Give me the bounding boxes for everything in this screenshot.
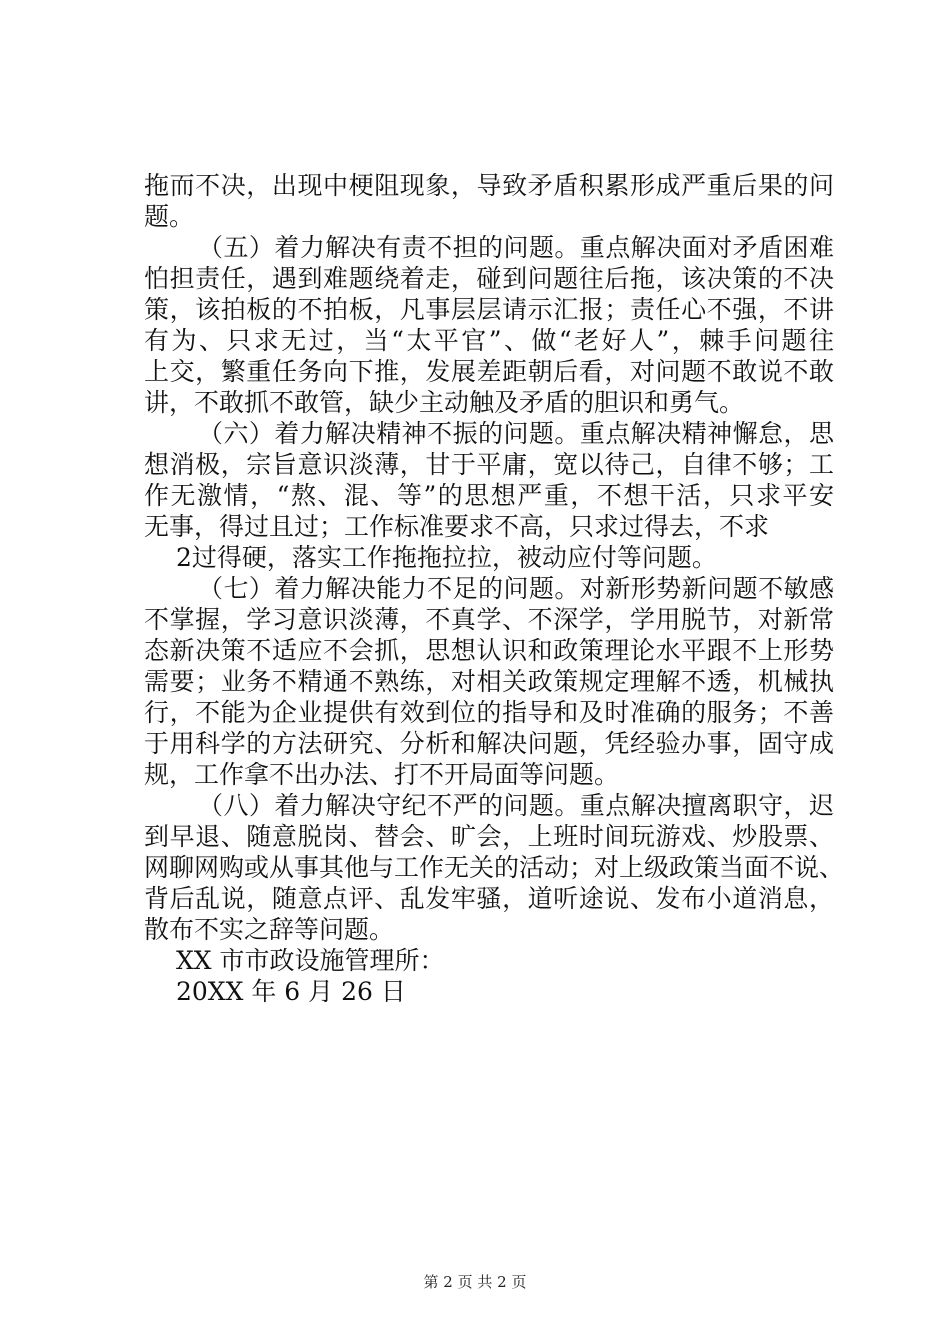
text-line: 行，不能为企业提供有效到位的指导和及时准确的服务；不善	[144, 698, 834, 727]
text-line: 作无激情，“熬、混、等”的思想严重，不想干活，只求平安	[144, 481, 834, 510]
text-line: 有为、只求无过，当“太平官”、做“老好人”，棘手问题往	[144, 326, 834, 355]
text-line: 拖而不决，出现中梗阻现象，导致矛盾积累形成严重后果的问	[144, 171, 834, 200]
text-line: 题。	[144, 202, 195, 231]
document-body	[144, 170, 845, 1007]
text-line: 策，该拍板的不拍板，凡事层层请示汇报；责任心不强，不讲	[144, 295, 834, 324]
text-line: 网聊网购或从事其他与工作无关的活动；对上级政策当面不说、	[144, 853, 845, 882]
page-number-footer: 第 2 页 共 2 页	[423, 1273, 527, 1291]
text-line: 规，工作拿不出办法、打不开局面等问题。	[144, 760, 620, 789]
signature-organization: XX 市市政设施管理所：	[176, 946, 445, 975]
text-line: 怕担责任，遇到难题绕着走，碰到问题往后拖，该决策的不决	[144, 264, 834, 293]
text-line: 背后乱说，随意点评、乱发牢骚，道听途说、发布小道消息，	[144, 884, 834, 913]
text-line: 需要；业务不精通不熟练，对相关政策规定理解不透，机械执	[144, 667, 834, 696]
text-line: 于用科学的方法研究、分析和解决问题，凭经验办事，固守成	[144, 729, 834, 758]
text-line: 无事，得过且过；工作标准要求不高，只求过得去，不求	[144, 512, 770, 541]
text-line: 到早退、随意脱岗、替会、旷会，上班时间玩游戏、炒股票、	[144, 822, 834, 851]
section-heading-line: （六）着力解决精神不振的问题。重点解决精神懈怠，思	[198, 419, 834, 448]
text-line: 散布不实之辞等问题。	[144, 915, 395, 944]
section-heading-line: （七）着力解决能力不足的问题。对新形势新问题不敏感	[198, 574, 834, 603]
text-line: 上交，繁重任务向下推，发展差距朝后看，对问题不敢说不敢	[144, 357, 834, 386]
signature-date: 20XX 年 6 月 26 日	[176, 977, 406, 1006]
text-line: 讲，不敢抓不敢管，缺少主动触及矛盾的胆识和勇气。	[144, 388, 745, 417]
text-line: 态新决策不适应不会抓，思想认识和政策理论水平跟不上形势	[144, 636, 834, 665]
section-heading-line: （八）着力解决守纪不严的问题。重点解决擅离职守，迟	[198, 791, 834, 820]
section-heading-line: （五）着力解决有责不担的问题。重点解决面对矛盾困难	[198, 233, 834, 262]
text-line: 想消极，宗旨意识淡薄，甘于平庸，宽以待己，自律不够；工	[144, 450, 834, 479]
text-line: 2过得硬，落实工作拖拖拉拉，被动应付等问题。	[176, 543, 717, 572]
text-line: 不掌握，学习意识淡薄，不真学、不深学，学用脱节，对新常	[144, 605, 834, 634]
